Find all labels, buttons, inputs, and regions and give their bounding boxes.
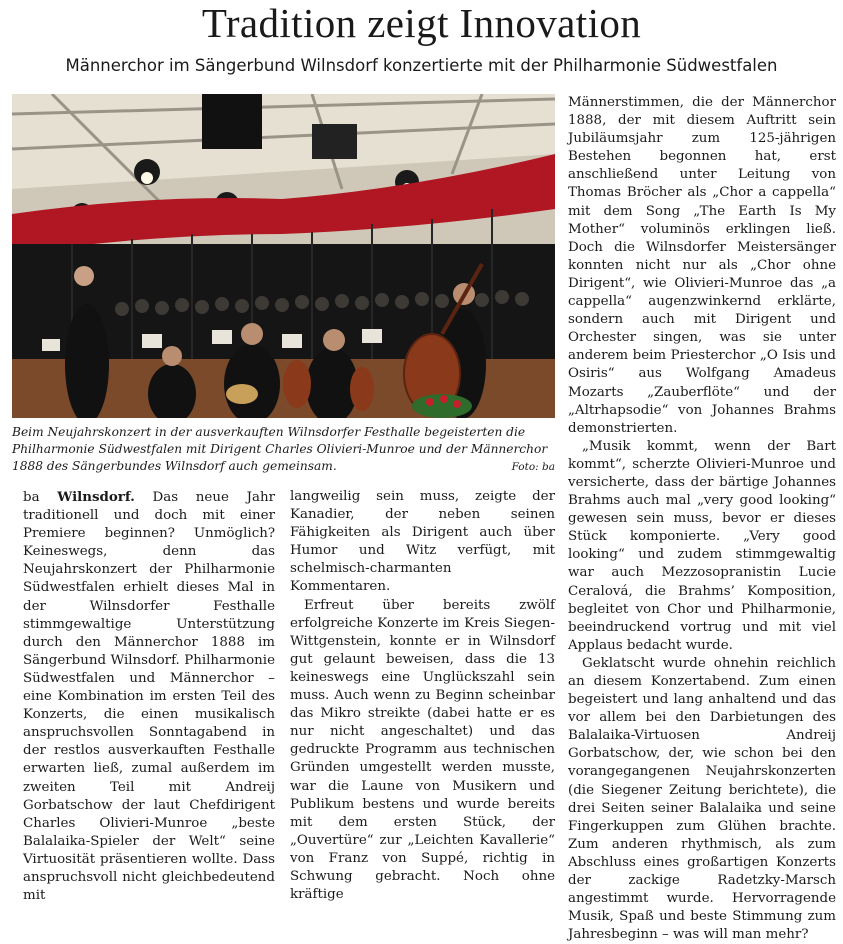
headline: Tradition zeigt Innovation bbox=[201, 0, 642, 46]
paragraph: „Musik kommt, wenn der Bart kommt“, scherzte Olivieri-Munroe und versicherte, dass der bärtige Johannes Brahms auch mal „very good looking“ gewesen sein muss, bevor er dieses Stück komponierte. „Very good looking“ und zudem stimmgewaltig war auch Mezzosopranistin Lucie Ceralová, die Brahms’ Komposition, begleitet von Chor und Philharmonie, beeindruckend vortrug und mit viel Applaus bedacht wurde. bbox=[568, 438, 836, 653]
subheadline: Männerchor im Sängerbund Wilnsdorf konzertierte mit der Philharmonie Südwestfalen bbox=[65, 56, 778, 75]
paragraph: langweilig sein muss, zeigte der Kanadier, der neben seinen Fähigkeiten als Dirigent auch über Humor und Witz verfügt, mit schelmisch-charmanten Kommentaren. bbox=[290, 489, 555, 595]
article-column-1 bbox=[23, 488, 275, 905]
concert-photo-illustration bbox=[12, 94, 555, 418]
article-column-2 bbox=[290, 488, 555, 904]
paragraph: Geklatscht wurde ohnehin reichlich an diesem Konzertabend. Zum einen begeistert und lang anhaltend und das vor allem bei den Darbietungen des Balalaika-Virtuosen Andreij Gorbatschow, der, wie schon bei den vorangegangenen Neujahrskonzerten (die Siegener Zeitung berichtete), die drei Seiten seiner Balalaika und seine Fingerkuppen zum Glühen brachte. Zum anderen rhythmisch, als zum Abschluss eines großartigen Konzerts der zackige Radetzky-Marsch angestimmt wurde. Hervorragende Musik, Spaß und beste Stimmung zum Jahresbeginn – was will man mehr? bbox=[568, 655, 836, 943]
caption-text: Beim Neujahrskonzert in der ausverkauften Wilnsdorfer Festhalle begeisterten die Philharmonie Südwestfalen mit Dirigent Charles Olivieri-Munroe und der Männerchor 1888 des Sängerbundes Wilnsdorf auch gemeinsam. bbox=[12, 425, 548, 473]
dateline: Wilnsdorf. bbox=[57, 489, 135, 505]
byline: ba bbox=[23, 490, 40, 505]
photo-caption bbox=[12, 424, 555, 476]
article-column-3 bbox=[568, 94, 836, 944]
concert-photo bbox=[12, 94, 555, 418]
paragraph: Erfreut über bereits zwölf erfolgreiche Konzerte im Kreis Siegen-Wittgenstein, konnte er in Wilnsdorf gut gelaunt beweisen, dass die 13 keineswegs eine Unglückszahl sein muss. Auch wenn zu Beginn scheinbar das Mikro streikte (dabei hatte er es nur nicht angeschaltet) und das gedruckte Programm aus technischen Gründen umgestellt werden musste, war die Laune von Musikern und Publikum bestens und wurde bereits mit dem ersten Stück, der „Ouvertüre“ zur „Leichten Kavallerie“ von Franz von Suppé, richtig in Schwung gebracht. Noch ohne kräftige bbox=[290, 597, 555, 903]
photo-credit: Foto: ba bbox=[511, 461, 555, 473]
paragraph-text: Das neue Jahr traditionell und doch mit einer Premiere beginnen? Unmöglich? Keineswegs, denn das Neujahrskonzert der Philharmonie Südwestfalen erhielt dieses Mal in der Wilnsdorfer Festhalle stimmgewaltige Unterstützung durch den Männerchor 1888 im Sängerbund Wilnsdorf. Philharmonie Südwestfalen und Männerchor – eine Kombination im ersten Teil des Konzerts, die einen musikalisch anspruchsvollen Sonntagabend in der restlos ausverkauften Festhalle erwarten ließ, zumal außerdem im zweiten Teil mit Andreij Gorbatschow der laut Chefdirigent Charles Olivieri-Munroe „beste Balalaika-Spieler der Welt“ seine Virtuosität präsentieren wollte. Dass anspruchsvoll nicht gleichbedeutend mit bbox=[23, 490, 275, 904]
paragraph bbox=[23, 488, 275, 905]
paragraph: Männerstimmen, die der Männerchor 1888, der mit diesem Auftritt sein Jubiläumsjahr zum 125-jährigen Bestehen begonnen hat, erst anschließend unter Leitung von Thomas Bröcher als „Chor a cappella“ mit dem Song „The Earth Is My Mother“ voluminös erklingen ließ. Doch die Wilnsdorfer Meistersänger konnten nicht nur als „Chor ohne Dirigent“, wie Olivieri-Munroe das „a cappella“ augenzwinkernd erklärte, sondern auch mit Dirigent und Orchester singen, was sie unter anderem beim Priesterchor „O Isis und Osiris“ aus Wolfgang Amadeus Mozarts „Zauberflöte“ und der „Altrhapsodie“ von Johannes Brahms demonstrierten. bbox=[568, 95, 836, 436]
